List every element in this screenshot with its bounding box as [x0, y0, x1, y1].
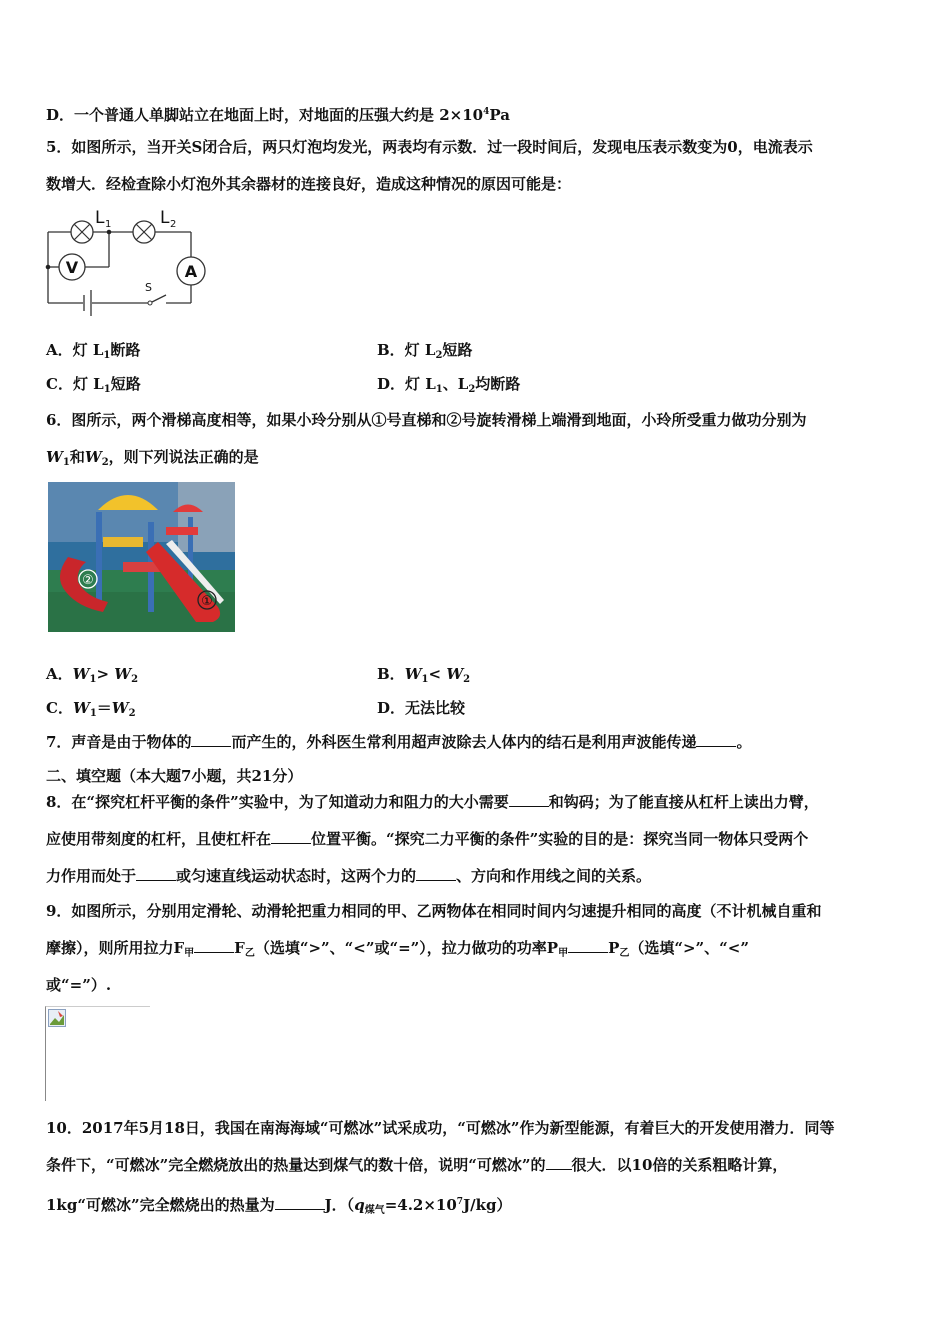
q8-blank-4[interactable] [416, 866, 456, 881]
lamp2-sub: 2 [170, 219, 177, 230]
lamp-l2-icon [133, 221, 155, 243]
q9-line3: 或“=”）. [46, 976, 112, 994]
q5-option-d: D．灯 $L_1$、$L_2$均断路 [377, 375, 521, 395]
q10-blank-1[interactable] [546, 1155, 572, 1170]
q8-line2: 应使用带刻度的杠杆，且使杠杆在 位置平衡。“探究二力平衡的条件”实验的目的是：探究当同一物体只受两个 [46, 830, 809, 848]
q7: 7．声音是由于物体的 而产生的，外科医生常利用超声波除去人体内的结石是利用声波能传递 。 [46, 733, 752, 751]
lamp1-label: L [95, 208, 105, 228]
q9-broken-image [45, 1006, 150, 1101]
voltmeter-icon [59, 254, 85, 280]
q6-option-a: A．$W_1> W_2$ [46, 665, 139, 685]
q9-blank-2[interactable] [568, 938, 608, 953]
q4-option-d: D．一个普通人单脚站立在地面上时，对地面的压强大约是 $2\times 10^4Pa$ [46, 106, 510, 124]
q8-line3: 力作用而处于 或匀速直线运动状态时，这两个力的 、方向和作用线之间的关系。 [46, 867, 652, 885]
q5-stem-line2: 数增大．经检查除小灯泡外其余器材的连接良好，造成这种情况的原因可能是： [46, 175, 572, 193]
q8-line1: 8．在“探究杠杆平衡的条件”实验中，为了知道动力和阻力的大小需要 和钩码；为了能直接从杠杆上读出力臂， [46, 793, 819, 811]
q10-line2: 条件下，“可燃冰”完全燃烧放出的热量达到煤气的数十倍，说明“可燃冰”的 很大．以10倍的关系粗略计算， [46, 1156, 788, 1174]
q6-stem-line2: $W_1$和$W_2$，则下列说法正确的是 [46, 448, 259, 468]
q7-blank-2[interactable] [696, 732, 736, 747]
ammeter-icon [177, 257, 205, 285]
q8-blank-2[interactable] [271, 829, 311, 844]
q8-blank-3[interactable] [136, 866, 176, 881]
q9-blank-1[interactable] [194, 938, 234, 953]
ammeter-label: A [184, 262, 198, 281]
q10-line3: 1kg“可燃冰”完全燃烧出的热量为 J．$(q_{煤气}=4.2\times 10^7J/kg)$ [46, 1196, 512, 1216]
q7-blank-1[interactable] [191, 732, 231, 747]
q6-slide-photo [48, 482, 235, 632]
lamp2-label: L [160, 208, 170, 228]
q9-line1: 9．如图所示，分别用定滑轮、动滑轮把重力相同的甲、乙两物体在相同时间内匀速提升相同的高度（不计机械自重和 [46, 902, 822, 920]
broken-image-icon [48, 1009, 66, 1027]
lamp1-sub: 1 [105, 219, 112, 230]
lamp-l1-icon [71, 221, 93, 243]
q10-line1: 10．2017年5月18日，我国在南海海域“可燃冰”试采成功，“可燃冰”作为新型能源，有着巨大的开发使用潜力．同等 [46, 1119, 835, 1137]
q5-option-a: A．灯 $L_1$断路 [46, 341, 141, 361]
q5-circuit-diagram [40, 205, 220, 320]
slide-label-2: ② [82, 573, 94, 588]
q9-line2: 摩擦），则所用拉力$F_甲$ $F_乙$（选填“>”、“<”或“=”），拉力做功的功率$P_甲$ $P_乙$（选填“>”、“<” [46, 939, 750, 959]
q6-option-c: C．$W_1=W_2$ [46, 699, 136, 719]
q10-blank-2[interactable] [275, 1195, 325, 1210]
q6-stem-line1: 6．图所示，两个滑梯高度相等，如果小玲分别从①号直梯和②号旋转滑梯上端滑到地面，小玲所受重力做功分别为 [46, 411, 807, 429]
q5-option-b: B．灯 $L_2$短路 [377, 341, 473, 361]
voltmeter-label: V [65, 258, 79, 277]
switch-label: S [145, 281, 152, 294]
q5-stem-line1: 5．如图所示，当开关S闭合后，两只灯泡均发光，两表均有示数．过一段时间后，发现电压表示数变为0，电流表示 [46, 138, 813, 156]
q5-option-c: C．灯 $L_1$短路 [46, 375, 141, 395]
section-2-heading: 二、填空题（本大题7小题，共21分） [46, 767, 303, 785]
slide-label-1: ① [201, 594, 213, 609]
q8-blank-1[interactable] [509, 792, 549, 807]
q6-option-b: B．$W_1< W_2$ [377, 665, 471, 685]
q6-option-d: D．无法比较 [377, 699, 466, 717]
